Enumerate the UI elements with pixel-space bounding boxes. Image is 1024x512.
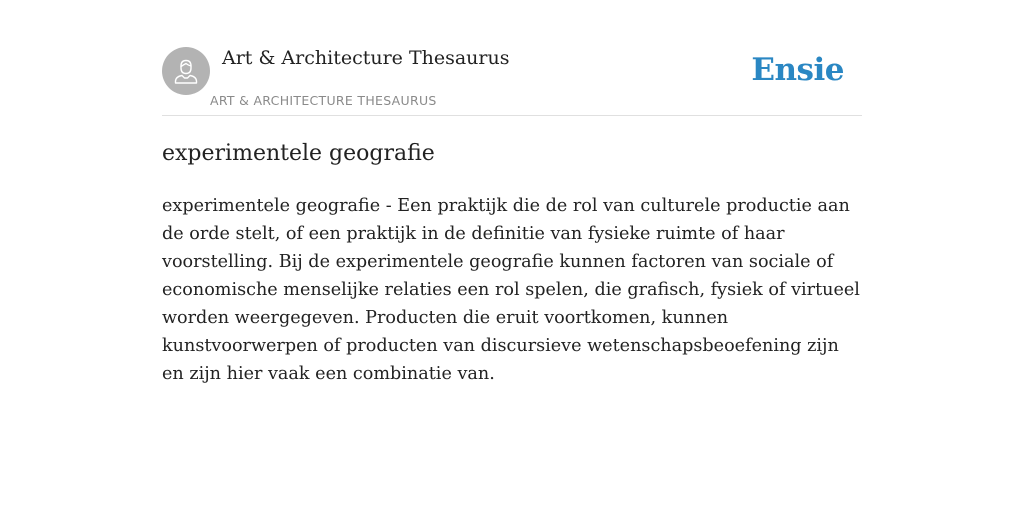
user-icon <box>171 56 201 86</box>
term-title: experimentele geografie <box>162 141 435 166</box>
author-header <box>162 0 862 116</box>
author-avatar[interactable] <box>162 47 210 95</box>
page-container <box>162 0 862 512</box>
ensie-logo[interactable]: Ensie <box>751 52 844 88</box>
author-subtitle[interactable]: ART & ARCHITECTURE THESAURUS <box>210 93 437 108</box>
author-name-link[interactable]: Art & Architecture Thesaurus <box>222 47 510 69</box>
term-definition: experimentele geografie - Een praktijk die de rol van culturele productie aan de orde stelt, of een praktijk in de definitie van fysieke ruimte of haar voorstelling. Bij de experimentele geografie kunnen factoren van sociale of economische menselijke relaties een rol spelen, die grafisch, fysiek of virtueel worden weergegeven. Producten die eruit voortkomen, kunnen kunstvoorwerpen of producten van discursieve wetenschapsbeoefening zijn en zijn hier vaak een combinatie van. <box>162 196 860 384</box>
